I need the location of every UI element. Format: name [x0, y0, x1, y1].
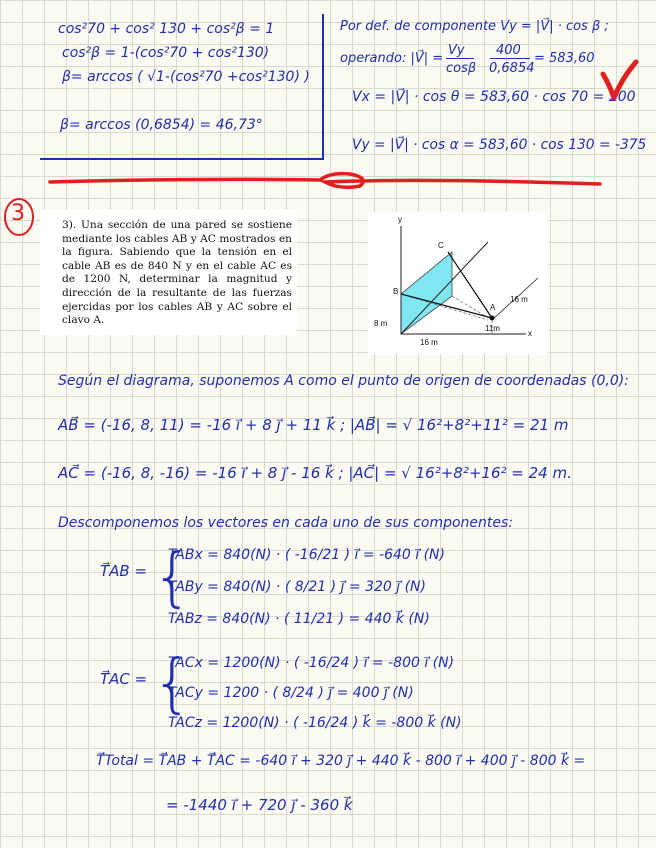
point-a: [490, 316, 495, 321]
separator-red-line: [0, 160, 656, 200]
label-c: C: [438, 241, 444, 250]
problem-number: 3: [11, 201, 25, 226]
dim-8m: 8 m: [374, 319, 388, 328]
divider-vertical: [322, 14, 324, 160]
frac2-bar: [490, 58, 530, 59]
calc-line-4: β= arccos (0,6854) = 46,73°: [60, 117, 263, 133]
calc-line-3: β= arccos ( √1-(cos²70 +cos²130) ): [62, 69, 310, 85]
operando-prefix: operando: |V⃗| =: [340, 51, 444, 66]
tac-brace: {: [152, 647, 193, 721]
label-b: B: [393, 287, 399, 296]
ab-vector-line: AB⃗ = (-16, 8, 11) = -16 i⃗ + 8 j⃗ + 11 k⃗ ; |AB⃗| = √ 16²+8²+11² = 21 m: [58, 416, 569, 434]
solution-intro: Según el diagrama, suponemos A como el punto de origen de coordenadas (0,0):: [58, 373, 629, 389]
frac2-num: 400: [496, 43, 521, 58]
tac-x-line: TACx = 1200(N) · ( -16/24 ) i⃗ = -800 i⃗ (N): [168, 655, 455, 671]
problem-figure: [368, 212, 548, 354]
vx-line: Vx = |V⃗| · cos θ = 583,60 · cos 70 = 200: [352, 89, 636, 105]
frac1-bar: [446, 58, 474, 59]
tab-y-line: TABy = 840(N) · ( 8/21 ) j⃗ = 320 j⃗ (N): [168, 579, 426, 595]
tab-x-line: TABx = 840(N) · ( -16/21 ) i⃗ = -640 i⃗ (N): [168, 547, 445, 563]
result-line: = -1440 i⃗ + 720 j⃗ - 360 k⃗: [166, 796, 353, 814]
calc-line-1: cos²70 + cos² 130 + cos²β = 1: [58, 21, 275, 37]
label-y: y: [398, 215, 402, 224]
dim-16m-bottom: 16 m: [420, 338, 438, 347]
vy-line: Vy = |V⃗| · cos α = 583,60 · cos 130 = -375: [352, 137, 647, 153]
checkmark-icon: [600, 58, 640, 106]
total-line: T⃗Total = T⃗AB + T⃗AC = -640 i⃗ + 320 j⃗ + 440 k⃗ - 800 i⃗ + 400 j⃗ - 800 k⃗ =: [96, 753, 586, 769]
decompose-heading: Descomponemos los vectores en cada uno de sus componentes:: [58, 515, 514, 531]
tab-label: T⃗AB =: [100, 562, 148, 580]
tab-brace: {: [152, 541, 193, 615]
label-a: A: [490, 303, 496, 312]
frac2-den: 0,6854: [489, 61, 535, 76]
dim-11m: 11m: [485, 324, 500, 333]
calc-line-2: cos²β = 1-(cos²70 + cos²130): [62, 45, 270, 61]
tac-z-line: TACz = 1200(N) · ( -16/24 ) k⃗ = -800 k⃗ (N): [168, 715, 462, 731]
wall-panel: [401, 252, 452, 334]
tac-y-line: TACy = 1200 · ( 8/24 ) j⃗ = 400 j⃗ (N): [168, 685, 414, 701]
dim-16m-right: 16 m: [510, 295, 528, 304]
problem-statement-text: 3). Una sección de una pared se sostiene mediante los cables AB y AC mostrados en la figura. Sabiendo que la tensión en el cable AB es de 840 N y en el cable AC es de 1200 N, determinar la magnitud y dirección de la resultante de las fuerzas ejercidas por los cables AB y AC sobre el clavo A.: [62, 219, 292, 327]
frac1-num: Vy: [448, 43, 465, 58]
def-line: Por def. de componente Vy = |V⃗| · cos β ;: [340, 19, 609, 34]
tac-label: T⃗AC =: [100, 670, 148, 688]
tab-z-line: TABz = 840(N) · ( 11/21 ) = 440 k⃗ (N): [168, 611, 430, 627]
label-x: x: [528, 329, 532, 338]
ac-vector-line: AC⃗ = (-16, 8, -16) = -16 i⃗ + 8 j⃗ - 16 k⃗ ; |AC⃗| = √ 16²+8²+16² = 24 m.: [58, 464, 572, 482]
frac1-den: cosβ: [446, 61, 477, 76]
operando-result: = 583,60: [534, 51, 595, 66]
